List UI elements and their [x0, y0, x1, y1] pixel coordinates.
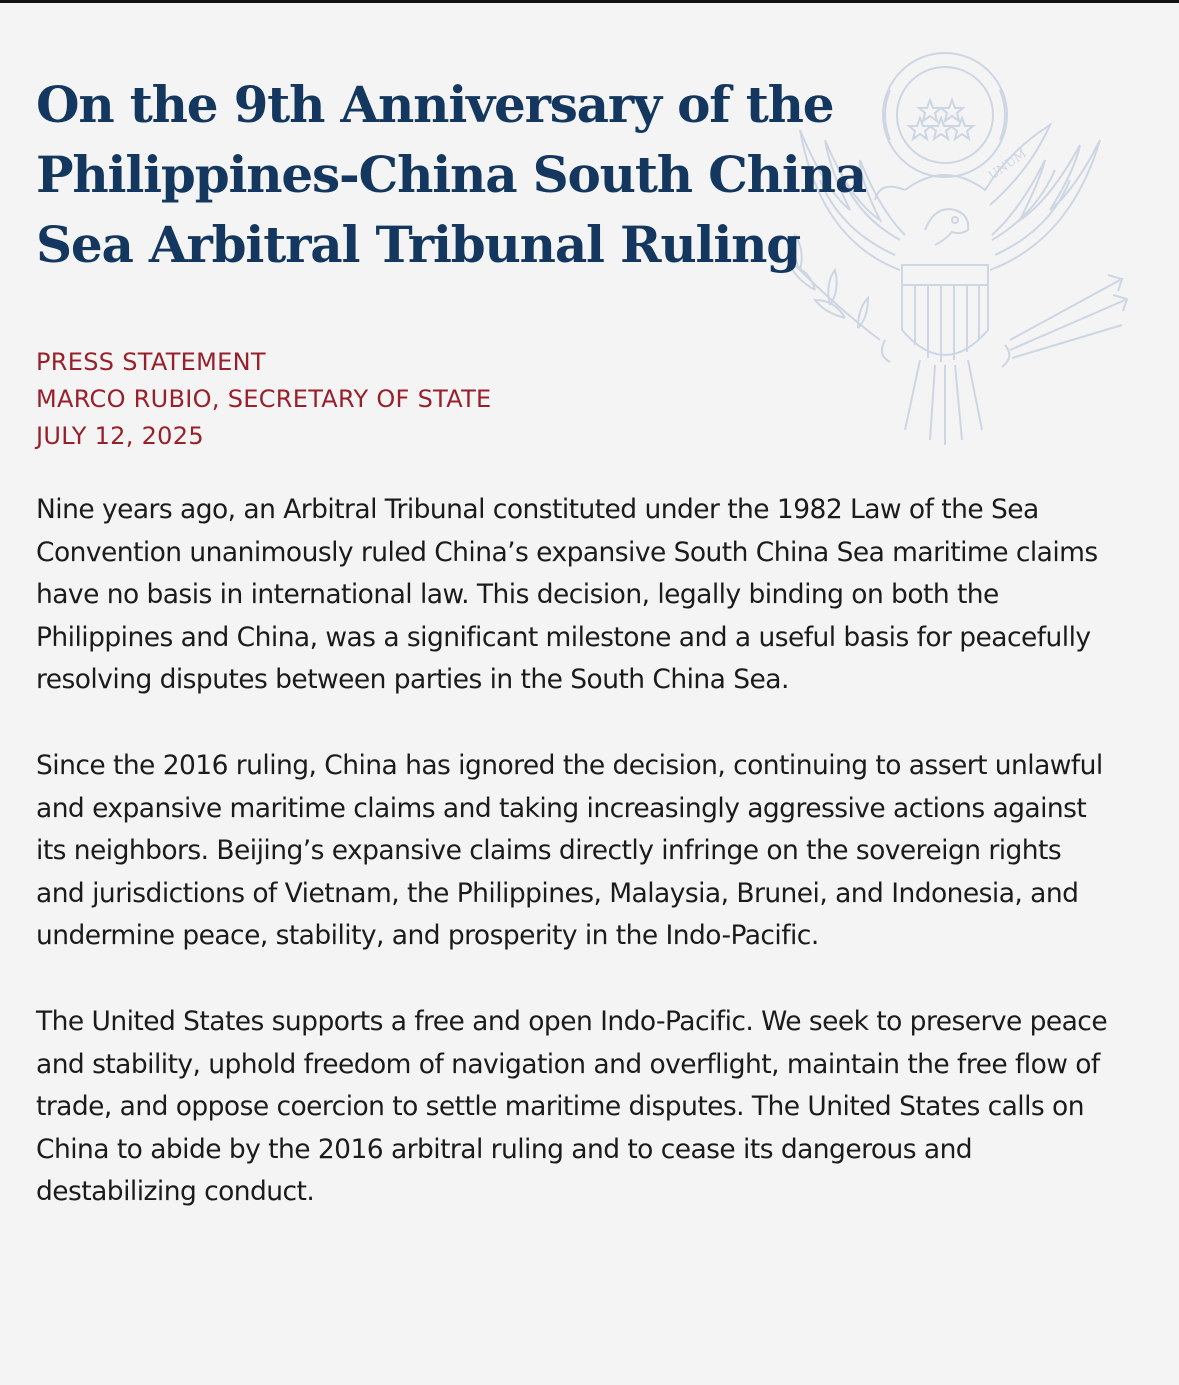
paragraph: Since the 2016 ruling, China has ignored the decision, continuing to assert unlawful and expansive maritime claims and taking increasingly aggressive actions against its neighbors. Beijing’s expansive claims directly infringe on the sovereign rights and jurisdictions of Vietnam, the Philippines, Malaysia, Brunei, and Indonesia, and undermine peace, stability, and prosperity in the Indo-Pacific.	[36, 749, 1103, 952]
top-border	[0, 0, 1179, 3]
seal-motto: UNUM	[985, 146, 1029, 183]
paragraph: Nine years ago, an Arbitral Tribunal constituted under the 1982 Law of the Sea Convention unanimously ruled China’s expansive South China Sea maritime claims have no basis in international law. This decision, legally binding on both the Philippines and China, was a significant milestone and a useful basis for peacefully resolving disputes between parties in the South China Sea.	[36, 494, 1098, 696]
statement-meta	[36, 344, 492, 455]
paragraph: The United States supports a free and open Indo-Pacific. We seek to preserve peace and stability, uphold freedom of navigation and overflight, maintain the free flow of trade, and oppose coercion to settle maritime disputes. The United States calls on China to abide by the 2016 arbitral ruling and to cease its dangerous and destabilizing conduct.	[36, 1005, 1108, 1208]
statement-type: PRESS STATEMENT	[36, 348, 266, 376]
statement-date: JULY 12, 2025	[36, 422, 204, 450]
page-title: On the 9th Anniversary of the Philippines-China South China Sea Arbitral Tribunal Ruling	[36, 75, 866, 274]
statement-body	[36, 489, 1111, 1257]
statement-author: MARCO RUBIO, SECRETARY OF STATE	[36, 385, 492, 413]
